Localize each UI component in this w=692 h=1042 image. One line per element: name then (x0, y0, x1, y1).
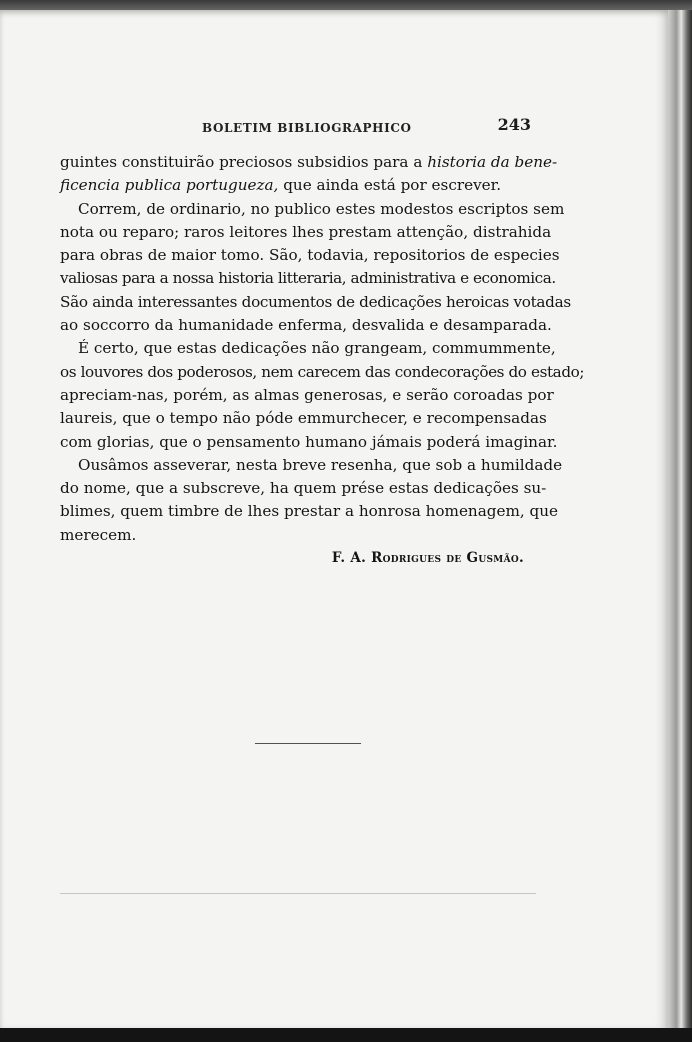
text-line: os louvores dos poderosos, nem carecem das condecorações do estado; (60, 362, 585, 381)
text-line: com glorias, que o pensamento humano jámais poderá imaginar. (60, 432, 558, 451)
text-line: São ainda interessantes documentos de dedicações heroicas votadas (60, 292, 571, 311)
text-line: nota ou reparo; raros leitores lhes prestam attenção, distrahida (60, 222, 552, 241)
book-page-edge (668, 10, 692, 1032)
text-line: ficencia publica portugueza, que ainda está por escrever. (60, 176, 502, 195)
body-text (60, 151, 585, 570)
text-line: laureis, que o tempo não póde emmurchecer, e recompensadas (60, 409, 547, 428)
scan-bottom-border (0, 1028, 692, 1042)
show-through-footnote-rule (60, 893, 536, 894)
page-header (60, 115, 535, 139)
text-line: É certo, que estas dedicações não grangeam, commummente, (78, 339, 556, 358)
text-line: para obras de maior tomo. São, todavia, repositorios de especies (60, 246, 560, 265)
page-number: 243 (497, 115, 531, 134)
author-signature: F. A. Rodrigues de Gusmão. (331, 550, 524, 567)
text-line: guintes constituirão preciosos subsidios para a historia da bene- (60, 153, 558, 171)
text-line: do nome, que a subscreve, ha quem prése estas dedicações su- (60, 479, 547, 498)
text-line: Correm, de ordinario, no publico estes modestos escriptos sem (78, 199, 565, 218)
text-line: apreciam-nas, porém, as almas generosas, e serão coroadas por (60, 385, 554, 404)
show-through-rule (255, 743, 361, 744)
text-line: valiosas para a nossa historia litteraria, administrativa e economica. (60, 269, 556, 288)
text-line: ao soccorro da humanidade enferma, desvalida e desamparada. (60, 316, 552, 335)
text-line: merecem. (60, 525, 137, 544)
text-line: Ousâmos asseverar, nesta breve resenha, que sob a humildade (78, 455, 563, 474)
text-line: blimes, quem timbre de lhes prestar a honrosa homenagem, que (60, 502, 559, 521)
running-title: BOLETIM BIBLIOGRAPHICO (202, 121, 412, 135)
